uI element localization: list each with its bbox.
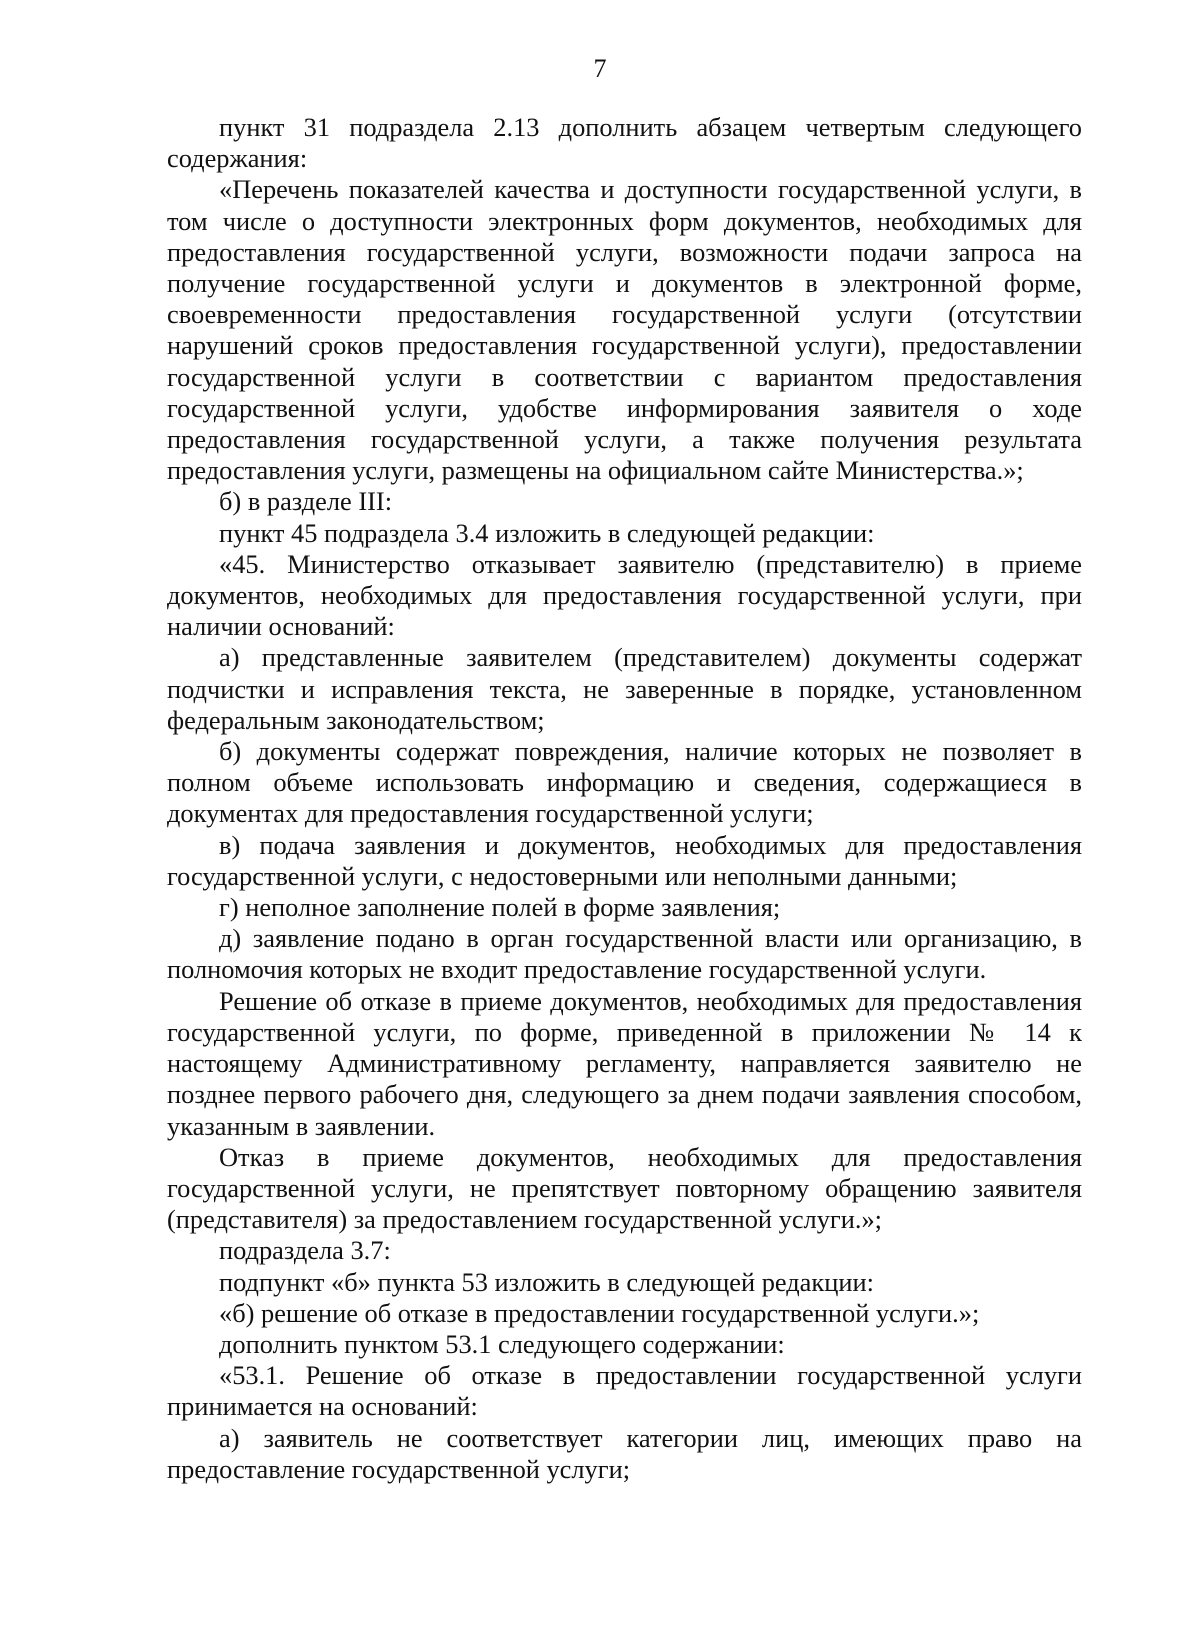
paragraph: д) заявление подано в орган государственной власти или организацию, в полномочия которых не входит предоставление государственной услуги.	[167, 923, 1082, 985]
paragraph: «Перечень показателей качества и доступности государственной услуги, в том числе о доступности электронных форм документов, необходимых для предоставления государственной услуги, возможности подачи запроса на получение государственной услуги и документов в электронной форме, своевременности предоставления государственной услуги (отсутствии нарушений сроков предоставления государственной услуги), предоставлении государственной услуги в соответствии с вариантом предоставления государственной услуги, удобстве информирования заявителя о ходе предоставления государственной услуги, а также получения результата предоставления услуги, размещены на официальном сайте Министерства.»;	[167, 174, 1082, 486]
paragraph: дополнить пунктом 53.1 следующего содержании:	[219, 1328, 785, 1359]
paragraph: б) в разделе III:	[219, 486, 393, 517]
page-number: 7	[593, 54, 607, 83]
paragraph: подраздела 3.7:	[219, 1235, 391, 1266]
paragraph: подпункт «б» пункта 53 изложить в следующей редакции:	[219, 1266, 874, 1297]
paragraph: пункт 31 подраздела 2.13 дополнить абзацем четвертым следующего содержания:	[167, 112, 1082, 174]
paragraph: «45. Министерство отказывает заявителю (представителю) в приеме документов, необходимых для предоставления государственной услуги, при наличии оснований:	[167, 548, 1082, 642]
paragraph: а) представленные заявителем (представителем) документы содержат подчистки и исправления текста, не заверенные в порядке, установленном федеральным законодательством;	[167, 642, 1082, 735]
paragraph: «53.1. Решение об отказе в предоставлении государственной услуги принимается на оснований:	[167, 1360, 1082, 1422]
paragraph: пункт 45 подраздела 3.4 изложить в следующей редакции:	[219, 517, 875, 548]
paragraph: б) документы содержат повреждения, наличие которых не позволяет в полном объеме использовать информацию и сведения, содержащиеся в документах для предоставления государственной услуги;	[167, 736, 1082, 829]
paragraph: а) заявитель не соответствует категории лиц, имеющих право на предоставление государственной услуги;	[167, 1422, 1082, 1484]
paragraph: в) подача заявления и документов, необходимых для предоставления государственной услуги, с недостоверными или неполными данными;	[167, 829, 1082, 891]
paragraph: Отказ в приеме документов, необходимых для предоставления государственной услуги, не препятствует повторному обращению заявителя (представителя) за предоставлением государственной услуги.»;	[167, 1141, 1082, 1235]
paragraph: Решение об отказе в приеме документов, необходимых для предоставления государственной услуги, по форме, приведенной в приложении № 14 к настоящему Административному регламенту, направляется заявителю не позднее первого рабочего дня, следующего за днем подачи заявления способом, указанным в заявлении.	[167, 985, 1082, 1141]
paragraph: «б) решение об отказе в предоставлении государственной услуги.»;	[219, 1297, 980, 1328]
document-body	[167, 112, 1082, 1485]
paragraph: г) неполное заполнение полей в форме заявления;	[219, 892, 781, 923]
